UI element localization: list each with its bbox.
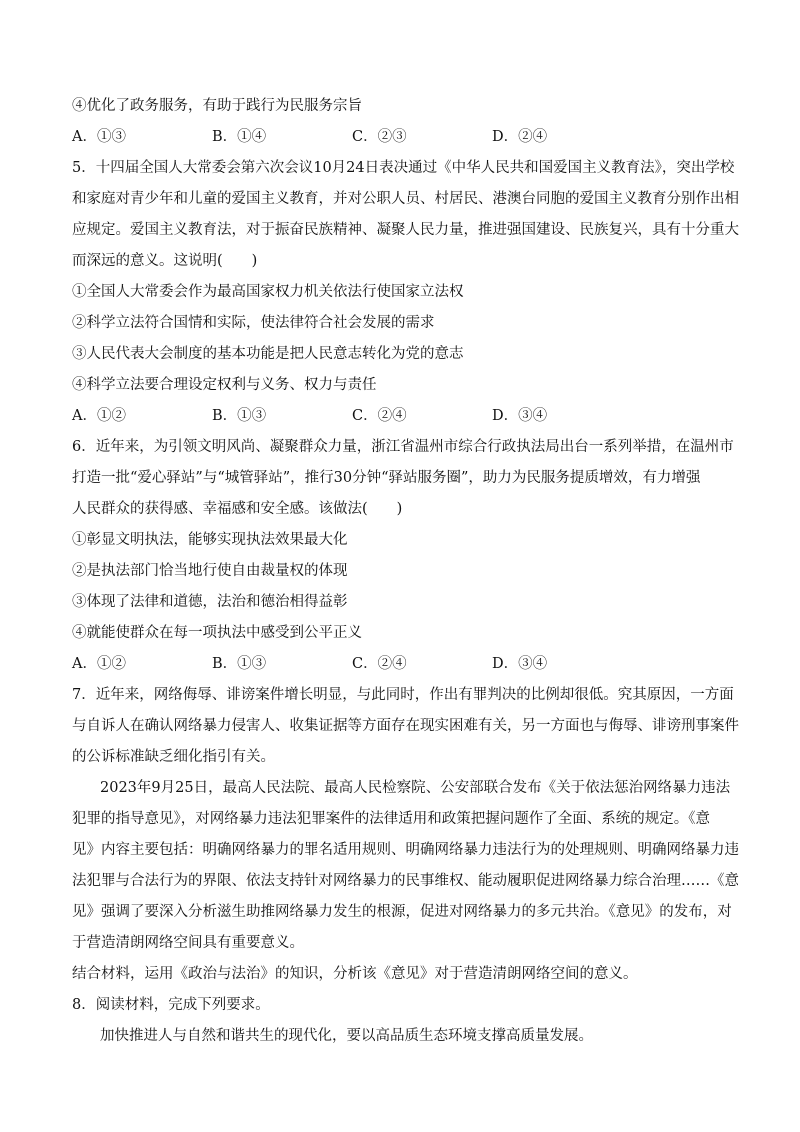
q5-stem-line: 而深远的意义。这说明( ) xyxy=(72,253,258,269)
q5-stem-line: 和家庭对青少年和儿童的爱国主义教育，并对公职人员、村居民、港澳台同胞的爱国主义教育分别作出相 xyxy=(72,191,739,207)
q6-option-2: ②是执法部门恰当地行使自由裁量权的体现 xyxy=(72,563,348,579)
q6-choice-b: B．①③ xyxy=(212,656,267,672)
q8-material: 加快推进人与自然和谐共生的现代化，要以高品质生态环境支撑高质量发展。 xyxy=(100,1028,593,1044)
q7-material-line: 法犯罪与合法行为的界限、依法支持针对网络暴力的民事维权、能动履职促进网络暴力综合治理……《意 xyxy=(72,873,739,889)
q7-material-line: 7．近年来，网络侮辱、诽谤案件增长明显，与此同时，作出有罪判决的比例却很低。究其原因，一方面 xyxy=(72,687,734,703)
q7-material-line: 2023年9月25日，最高人民法院、最高人民检察院、公安部联合发布《关于依法惩治网络暴力违法 xyxy=(100,780,731,796)
q6-choice-a: A．①② xyxy=(72,656,126,672)
q5-choice-a: A．①② xyxy=(72,408,126,424)
q7-material-line: 犯罪的指导意见》，对网络暴力违法犯罪案件的法律适用和政策把握问题作了全面、系统的规定。《意 xyxy=(72,811,710,827)
q8-stem: 8．阅读材料，完成下列要求。 xyxy=(72,997,270,1013)
q4-choice-c: C．②③ xyxy=(352,129,407,145)
q5-option-1: ①全国人大常委会作为最高国家权力机关依法行使国家立法权 xyxy=(72,284,464,300)
q4-choice-b: B．①④ xyxy=(212,129,267,145)
q5-choice-d: D．③④ xyxy=(492,408,548,424)
q5-choice-b: B．①③ xyxy=(212,408,267,424)
q7-material-line: 见》强调了要深入分析滋生助推网络暴力发生的根源，促进对网络暴力的多元共治。《意见》的发布，对 xyxy=(72,904,732,920)
q5-option-4: ④科学立法要合理设定权利与义务、权力与责任 xyxy=(72,377,377,393)
q4-choice-d: D．②④ xyxy=(492,129,548,145)
q6-option-1: ①彰显文明执法，能够实现执法效果最大化 xyxy=(72,532,348,548)
q5-stem-line: 5．十四届全国人大常委会第六次会议10月24日表决通过《中华人民共和国爱国主义教育法》，突出学校 xyxy=(72,160,735,176)
q6-stem-line: 打造一批“爱心驿站”与“城管驿站”，推行30分钟“驿站服务圈”，助力为民服务提质增效，有力增强 xyxy=(72,470,701,486)
q7-material-line: 见》内容主要包括：明确网络暴力的罪名适用规则、明确网络暴力违法行为的处理规则、明确网络暴力违 xyxy=(72,842,739,858)
q5-choice-c: C．②④ xyxy=(352,408,407,424)
q5-option-2: ②科学立法符合国情和实际，使法律符合社会发展的需求 xyxy=(72,315,435,331)
q7-material-line: 与自诉人在确认网络暴力侵害人、收集证据等方面存在现实困难有关，另一方面也与侮辱、诽谤刑事案件 xyxy=(72,718,739,734)
q6-choice-c: C．②④ xyxy=(352,656,407,672)
q5-option-3: ③人民代表大会制度的基本功能是把人民意志转化为党的意志 xyxy=(72,346,464,362)
q6-stem-line: 人民群众的获得感、幸福感和安全感。该做法( ) xyxy=(72,501,403,517)
q6-option-3: ③体现了法律和道德，法治和德治相得益彰 xyxy=(72,594,348,610)
q5-stem-line: 应规定。爱国主义教育法，对于振奋民族精神、凝聚人民力量，推进强国建设、民族复兴，具有十分重大 xyxy=(72,222,739,238)
q4-option-4: ④优化了政务服务，有助于践行为民服务宗旨 xyxy=(72,98,362,114)
q6-stem-line: 6．近年来，为引领文明风尚、凝聚群众力量，浙江省温州市综合行政执法局出台一系列举措，在温州市 xyxy=(72,439,734,455)
q7-question: 结合材料，运用《政治与法治》的知识，分析该《意见》对于营造清朗网络空间的意义。 xyxy=(72,966,638,982)
q7-material-line: 的公诉标准缺乏细化指引有关。 xyxy=(72,749,275,765)
q6-choice-d: D．③④ xyxy=(492,656,548,672)
q6-option-4: ④就能使群众在每一项执法中感受到公平正义 xyxy=(72,625,362,641)
q7-material-line: 于营造清朗网络空间具有重要意义。 xyxy=(72,935,304,951)
q4-choice-a: A．①③ xyxy=(72,129,126,145)
